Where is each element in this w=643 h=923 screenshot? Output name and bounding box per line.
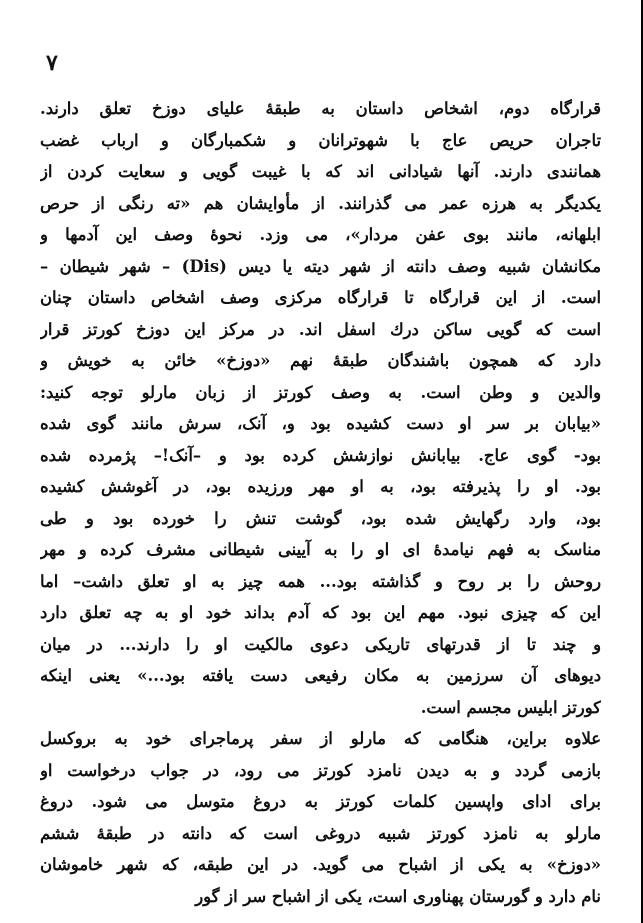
text-line: است. از این قرارگاه تا قرارگاه مرکزی وصف اشخاص داستان چنان [40, 288, 601, 307]
text-line: علاوه براین، هنگامی که مارلو از سفر پرماجرای خود به بروکسل [40, 729, 601, 748]
text-line: «دوزخ» به یکی از اشباح می گوید. در این طبقه، که شهر خاموشان [40, 855, 601, 874]
text-line: بازمی گردد و به دیدن نامزد کورتز می رود، در جواب درخواست او [40, 760, 601, 780]
text-line: بود، وارد رگهایش شده بود، گوشت تنش را خورده بود و طی [40, 508, 601, 528]
text-line: برای ادای واپسین کلمات کورتز به دروغ متوسل می شود. دروغ [40, 792, 601, 811]
text-line: دیوهای آن سرزمین به مکان رفیعی دست یافته بود...» یعنی اینکه [40, 666, 601, 685]
text-line: مارلو به نامزد کورتز شبیه دروغی است که دانته در طبقهٔ ششم [40, 823, 601, 843]
text-line: «بیابان بر سر او دست کشیده بود و، آنک، سرش مانند گوی شده [40, 414, 601, 433]
text-line: ابلهانه، مانند بوی عفن مردار»، می وزد. نحوهٔ وصف این آدمها و [40, 225, 601, 244]
text-line: دارد که همچون باشندگان طبقهٔ نهم «دوزخ» خائن به خویش و [40, 351, 601, 370]
text-line: بود- گوی عاج. بیابانش نوازشش کرده بود و –آنک!– پژمرده شده [40, 445, 601, 465]
text-line: روحش را بر روح و گذاشته بود... همه چیز به او تعلق داشت– اما [40, 571, 601, 591]
text-line: مناسک به فهم نیامدهٔ ای او را به آیینی شیطانی مشرف کرده و مهر [40, 540, 601, 559]
page-number: ۷ [46, 50, 58, 76]
text-line: والدین و وطن است. به وصف کورتز از زبان مارلو توجه کنید: [40, 382, 601, 402]
text-line: همانندی دارند. آنها شیادانی اند که با غیبت گویی و سعایت کردن از [40, 162, 601, 181]
paragraph [40, 93, 601, 723]
text-line: بود. او را پذیرفته بود، به او مهر ورزیده بود، در آغوشش کشیده [40, 477, 601, 496]
paragraph [40, 723, 601, 912]
text-line: نام دارد و گورستان پهناوری است، یکی از اشباح سر از گور [195, 886, 601, 906]
text-line: است که گویی ساکن درك اسفل اند. در مرکز این دوزخ کورتز قرار [40, 319, 601, 339]
text-line: قرارگاه دوم، اشخاص داستان به طبقهٔ علیای دوزخ تعلق دارند. [40, 99, 601, 118]
text-line: کورتز ابلیس مجسم است. [420, 697, 601, 717]
text-line: تاجران حریص عاج با شهوترانان و شکمبارگان و ارباب غضب [40, 130, 601, 150]
text-line: و چند تا از قدرتهای تاریکی دعوی مالکیت او را دارند... در میان [40, 634, 601, 654]
text-line: یکدیگر به هرزه عمر می گذرانند. از مأوایشان هم «ته رنگی از حرص [40, 193, 601, 213]
text-line: مکانشان شبیه وصف دانته از شهر دیته یا دیس (Dis) – شهر شیطان – [40, 256, 601, 276]
body-text [40, 93, 601, 912]
text-line: این که چیزی نبود. مهم این بود که آدم بداند خود او به چه تعلق دارد [40, 603, 601, 622]
